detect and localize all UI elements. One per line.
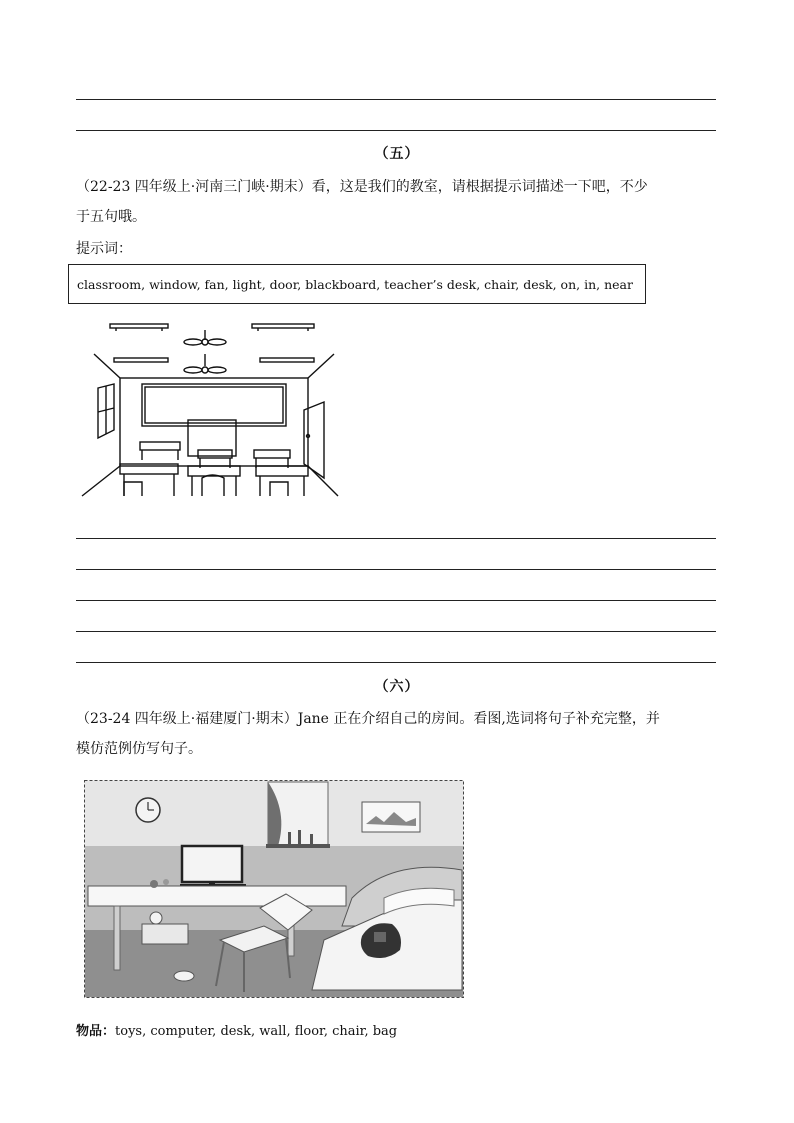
section6-instruction-line2: 模仿范例仿写句子。	[76, 741, 202, 757]
answer-line	[76, 99, 716, 100]
items-label: 物品：	[76, 1024, 116, 1039]
answer-line	[76, 569, 716, 570]
section5-heading: （五）	[374, 146, 420, 162]
section5-instruction-line2: 于五句哦。	[76, 209, 146, 225]
answer-line	[76, 631, 716, 632]
answer-line	[76, 600, 716, 601]
section5-instruction-line1: （22-23 四年级上·河南三门峡·期末）看，这是我们的教室，请根据提示词描述一下吧，不少	[76, 179, 648, 195]
items-line	[76, 1020, 397, 1039]
section6-heading: （六）	[374, 679, 420, 695]
bedroom-illustration	[84, 780, 464, 998]
section6-instruction-line1: （23-24 四年级上·福建厦门·期末）Jane 正在介绍自己的房间。看图,选词将句子补充完整，并	[76, 711, 660, 727]
hint-label: 提示词：	[76, 241, 132, 257]
clock-icon	[136, 798, 160, 822]
items-words: toys, computer, desk, wall, floor, chair, bag	[115, 1024, 398, 1039]
answer-line	[76, 538, 716, 539]
answer-line	[76, 130, 716, 131]
classroom-illustration	[80, 318, 340, 500]
hint-words-box: classroom, window, fan, light, door, blackboard, teacher’s desk, chair, desk, on, in, near	[68, 264, 646, 304]
answer-line	[76, 662, 716, 663]
